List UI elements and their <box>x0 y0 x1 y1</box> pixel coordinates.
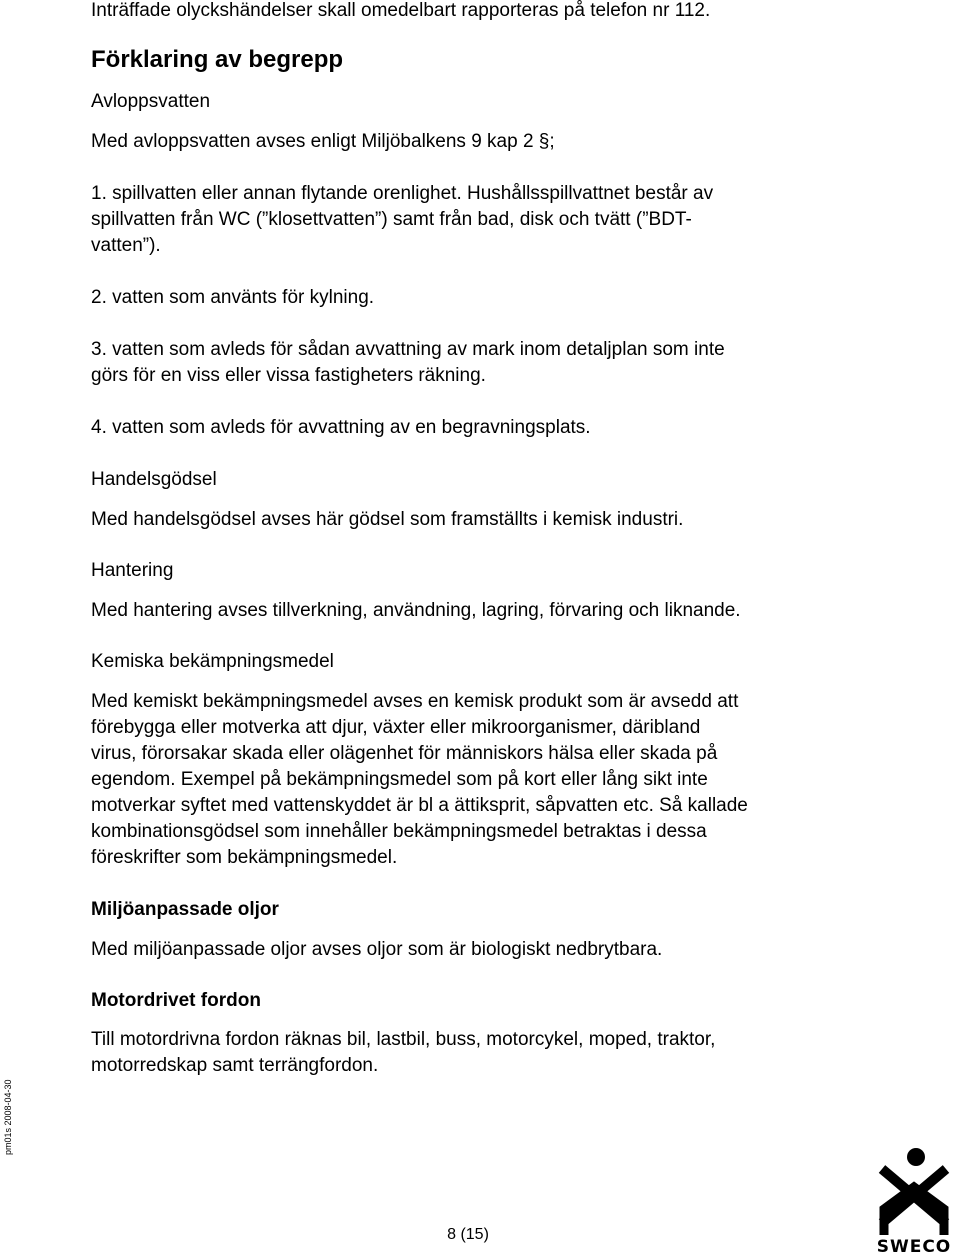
kemiska-line-6: kombinationsgödsel som innehåller bekämpningsmedel betraktas i dessa <box>91 821 707 842</box>
sweco-logo <box>872 1147 956 1257</box>
miljooljor-text: Med miljöanpassade oljor avses oljor som är biologiskt nedbrytbara. <box>91 939 663 960</box>
motorfordon-line-2: motorredskap samt terrängfordon. <box>91 1055 379 1076</box>
avloppsvatten-item-3-line-2: görs för en viss eller vissa fastigheters räkning. <box>91 365 486 386</box>
avloppsvatten-item-3-line-1: 3. vatten som avleds för sådan avvattning av mark inom detaljplan som inte <box>91 339 725 360</box>
avloppsvatten-item-1-line-2: spillvatten från WC (”klosettvatten”) samt från bad, disk och tvätt (”BDT- <box>91 209 692 230</box>
avloppsvatten-lead: Med avloppsvatten avses enligt Miljöbalkens 9 kap 2 §; <box>91 131 555 152</box>
term-motorfordon-title: Motordrivet fordon <box>91 990 261 1011</box>
avloppsvatten-item-2: 2. vatten som använts för kylning. <box>91 287 375 308</box>
avloppsvatten-item-1-line-3: vatten”). <box>91 235 161 256</box>
logo-text: SWECO <box>876 1237 952 1257</box>
document-code: pm01s 2008-04-30 <box>3 1079 13 1155</box>
term-kemiska-title: Kemiska bekämpningsmedel <box>91 651 334 672</box>
term-hantering-title: Hantering <box>91 560 174 581</box>
kemiska-line-3: virus, förorsakar skada eller olägenhet för människors hälsa eller skada på <box>91 743 718 764</box>
motorfordon-line-1: Till motordrivna fordon räknas bil, lastbil, buss, motorcykel, moped, traktor, <box>91 1029 716 1050</box>
sweco-logo-icon <box>872 1147 956 1239</box>
term-miljooljor-title: Miljöanpassade oljor <box>91 899 279 920</box>
kemiska-line-4: egendom. Exempel på bekämpningsmedel som på kort eller lång sikt inte <box>91 769 708 790</box>
intro-text: Inträffade olyckshändelser skall omedelbart rapporteras på telefon nr 112. <box>91 0 711 21</box>
kemiska-line-1: Med kemiskt bekämpningsmedel avses en kemisk produkt som är avsedd att <box>91 691 739 712</box>
kemiska-line-7: föreskrifter som bekämpningsmedel. <box>91 847 398 868</box>
kemiska-line-2: förebygga eller motverka att djur, växter eller mikroorganismer, däribland <box>91 717 701 738</box>
handelsgodsel-text: Med handelsgödsel avses här gödsel som framställts i kemisk industri. <box>91 509 684 530</box>
hantering-text: Med hantering avses tillverkning, användning, lagring, förvaring och liknande. <box>91 600 741 621</box>
term-avloppsvatten-title: Avloppsvatten <box>91 91 211 112</box>
avloppsvatten-item-1-line-1: 1. spillvatten eller annan flytande orenlighet. Hushållsspillvattnet består av <box>91 183 714 204</box>
page-number: 8 (15) <box>447 1226 489 1243</box>
avloppsvatten-item-4: 4. vatten som avleds för avvattning av en begravningsplats. <box>91 417 591 438</box>
section-heading: Förklaring av begrepp <box>91 46 344 73</box>
kemiska-line-5: motverkar syftet med vattenskyddet är bl a ättiksprit, såpvatten etc. Så kallade <box>91 795 748 816</box>
term-handelsgodsel-title: Handelsgödsel <box>91 469 217 490</box>
